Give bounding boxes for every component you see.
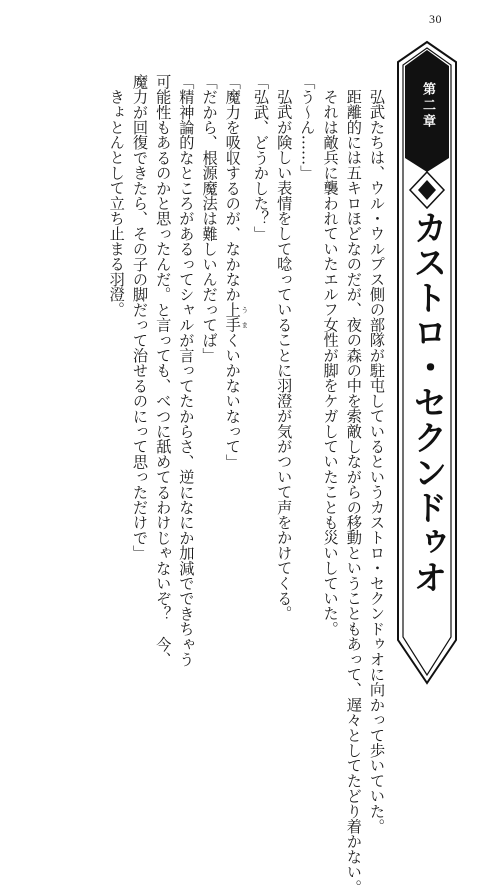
dialogue-hirotake-2: 「精神論的なところがあるってシャルが言ってたからさ、逆になにか加減でできちゃう可能性もあるのかと思ったんだ。と言っても、べつに舐めてるわけじゃないぞ？ 今、魔力が回復できたら、その子の脚だって治せるのにって思っただけで」: [130, 74, 196, 667]
paragraph-1: 弘武たちは、ウル・ウルプス側の部隊が駐屯しているというカストロ・セクンドゥオに向かって歩いていた。: [368, 89, 386, 834]
page-number: 30: [429, 12, 442, 26]
chapter-title: カストロ・セクンドゥオ: [407, 210, 447, 595]
body-text: [30, 74, 388, 895]
ruby-umaku: 上手 うま: [223, 302, 249, 333]
dialogue-hmm: 「う～ん……」: [298, 74, 317, 181]
paragraph-5: 弘武が険しい表情をして唸っていることに羽澄が気がついて声をかけてくる。: [275, 89, 294, 622]
dialogue-hasumi-1: 「弘武、どうかした？」: [251, 74, 270, 242]
dialogue-hirotake-1: [221, 74, 249, 674]
dialogue-hasumi-2: 「だから、根源魔法は難しいんだってば」: [200, 74, 219, 363]
ruby-suffix: くいかないなって」: [223, 332, 242, 470]
chapter-label: 第二章: [420, 82, 435, 130]
chapter-banner: [394, 40, 460, 685]
ruby-prefix: 「魔力を吸収するのが、なかなか: [223, 74, 242, 302]
paragraph-2: 距離的には五キロほどなのだが、夜の森の中を索敵しながらの移動ということもあって、遅々としてたどり着かない。: [344, 89, 363, 895]
paragraph-3: それは敵兵に襲われていたエルフ女性が脚をケガしていたことも災いしていた。: [321, 89, 340, 637]
paragraph-10: きょとんとして立ち止まる羽澄。: [107, 89, 126, 318]
